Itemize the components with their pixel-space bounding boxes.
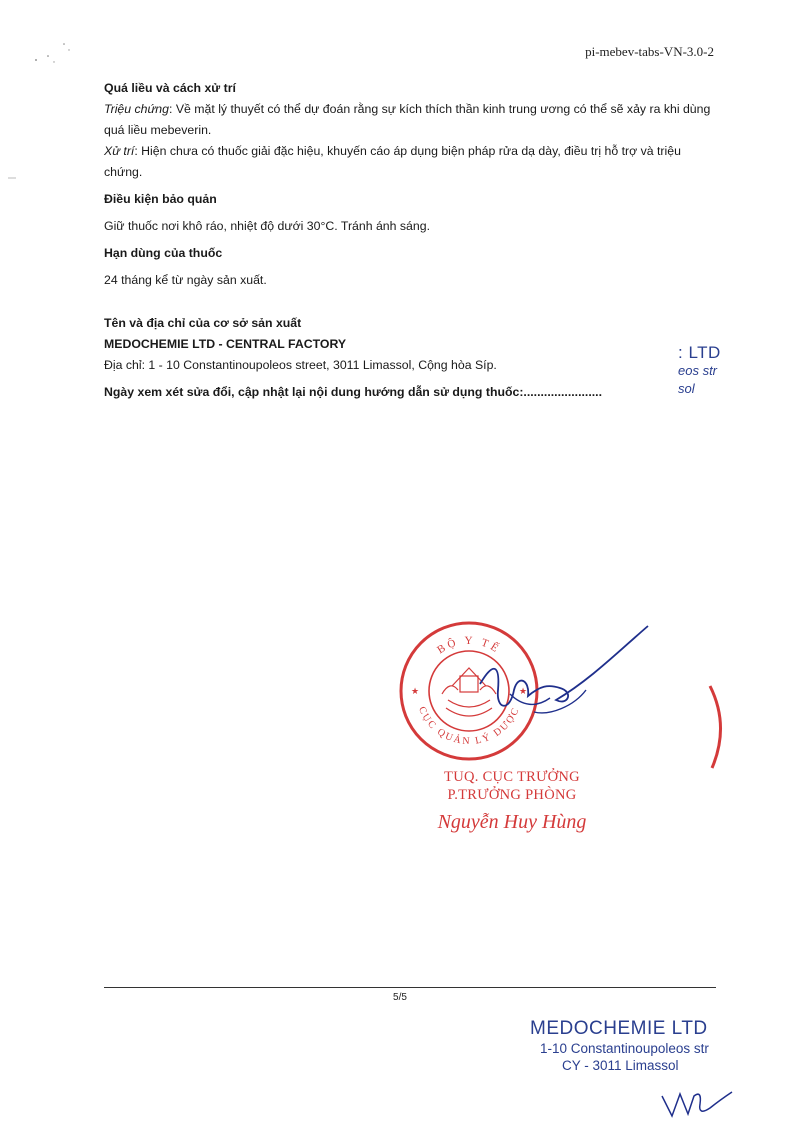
document-reference: pi-mebev-tabs-VN-3.0-2 bbox=[585, 44, 714, 59]
symptoms-text: : Về mặt lý thuyết có thể dự đoán rằng sự kích thích thần kinh trung ương có thể sẽ xảy ra khi dùng bbox=[168, 102, 711, 116]
document-body bbox=[104, 78, 724, 403]
partial-stamp-line-3: sol bbox=[678, 381, 695, 396]
company-stamp bbox=[530, 1018, 709, 1074]
treatment-label: Xử trí bbox=[104, 144, 135, 158]
manufacturer-heading: Tên và địa chỉ của cơ sở sản xuất bbox=[104, 316, 302, 330]
handwritten-initials bbox=[658, 1086, 738, 1122]
company-stamp-line-1: MEDOCHEMIE LTD bbox=[530, 1018, 708, 1039]
symptoms-label: Triệu chứng bbox=[104, 102, 169, 116]
storage-heading: Điều kiện bảo quản bbox=[104, 192, 217, 206]
company-stamp-line-2: 1-10 Constantinoupoleos str bbox=[540, 1041, 709, 1056]
company-stamp-line-3: CY - 3011 Limassol bbox=[562, 1058, 679, 1073]
page-number: 5/5 bbox=[393, 992, 407, 1003]
shelf-life-text: 24 tháng kể từ ngày sản xuất. bbox=[104, 273, 267, 287]
overdose-symptoms-cont: quá liều mebeverin. bbox=[104, 123, 212, 137]
seal-bottom-text: CỤC QUẢN LÝ DƯỢC bbox=[415, 705, 523, 748]
official-title-2: P.TRƯỞNG PHÒNG bbox=[447, 787, 577, 803]
partial-company-stamp bbox=[678, 344, 721, 398]
partial-stamp-line-2: eos str bbox=[678, 363, 718, 378]
seal-star-left: ★ bbox=[411, 686, 420, 696]
manufacturer-name: MEDOCHEMIE LTD - CENTRAL FACTORY bbox=[104, 337, 347, 351]
revision-date-line: Ngày xem xét sửa đổi, cập nhật lại nội dung hướng dẫn sử dụng thuốc:....................... bbox=[104, 385, 603, 399]
scan-specks bbox=[30, 40, 80, 70]
storage-text: Giữ thuốc nơi khô ráo, nhiệt độ dưới 30°C. Tránh ánh sáng. bbox=[104, 219, 430, 233]
shelf-life-heading: Hạn dùng của thuốc bbox=[104, 246, 223, 260]
official-signatory-name: Nguyễn Huy Hùng bbox=[437, 811, 587, 833]
scan-mark bbox=[8, 176, 18, 180]
overdose-treatment bbox=[104, 141, 724, 162]
official-title-1: TUQ. CỤC TRƯỞNG bbox=[444, 769, 580, 785]
signature-mark bbox=[470, 620, 660, 730]
overdose-heading: Quá liều và cách xử trí bbox=[104, 81, 236, 95]
seal-fragment-right bbox=[700, 682, 730, 772]
partial-stamp-line-1: : LTD bbox=[678, 343, 721, 362]
manufacturer-address: Địa chỉ: 1 - 10 Constantinoupoleos street, 3011 Limassol, Cộng hòa Síp. bbox=[104, 358, 497, 372]
overdose-symptoms bbox=[104, 99, 724, 120]
overdose-treatment-cont: chứng. bbox=[104, 165, 143, 179]
seal-star-right: ★ bbox=[519, 686, 528, 696]
seal-top-text: BỘ Y TẾ bbox=[435, 634, 503, 657]
official-signature-block bbox=[412, 768, 612, 836]
treatment-text: : Hiện chưa có thuốc giải đặc hiệu, khuyến cáo áp dụng biện pháp rửa dạ dày, điều trị hỗ trợ và triệu bbox=[134, 144, 681, 158]
footer-divider bbox=[104, 987, 716, 988]
